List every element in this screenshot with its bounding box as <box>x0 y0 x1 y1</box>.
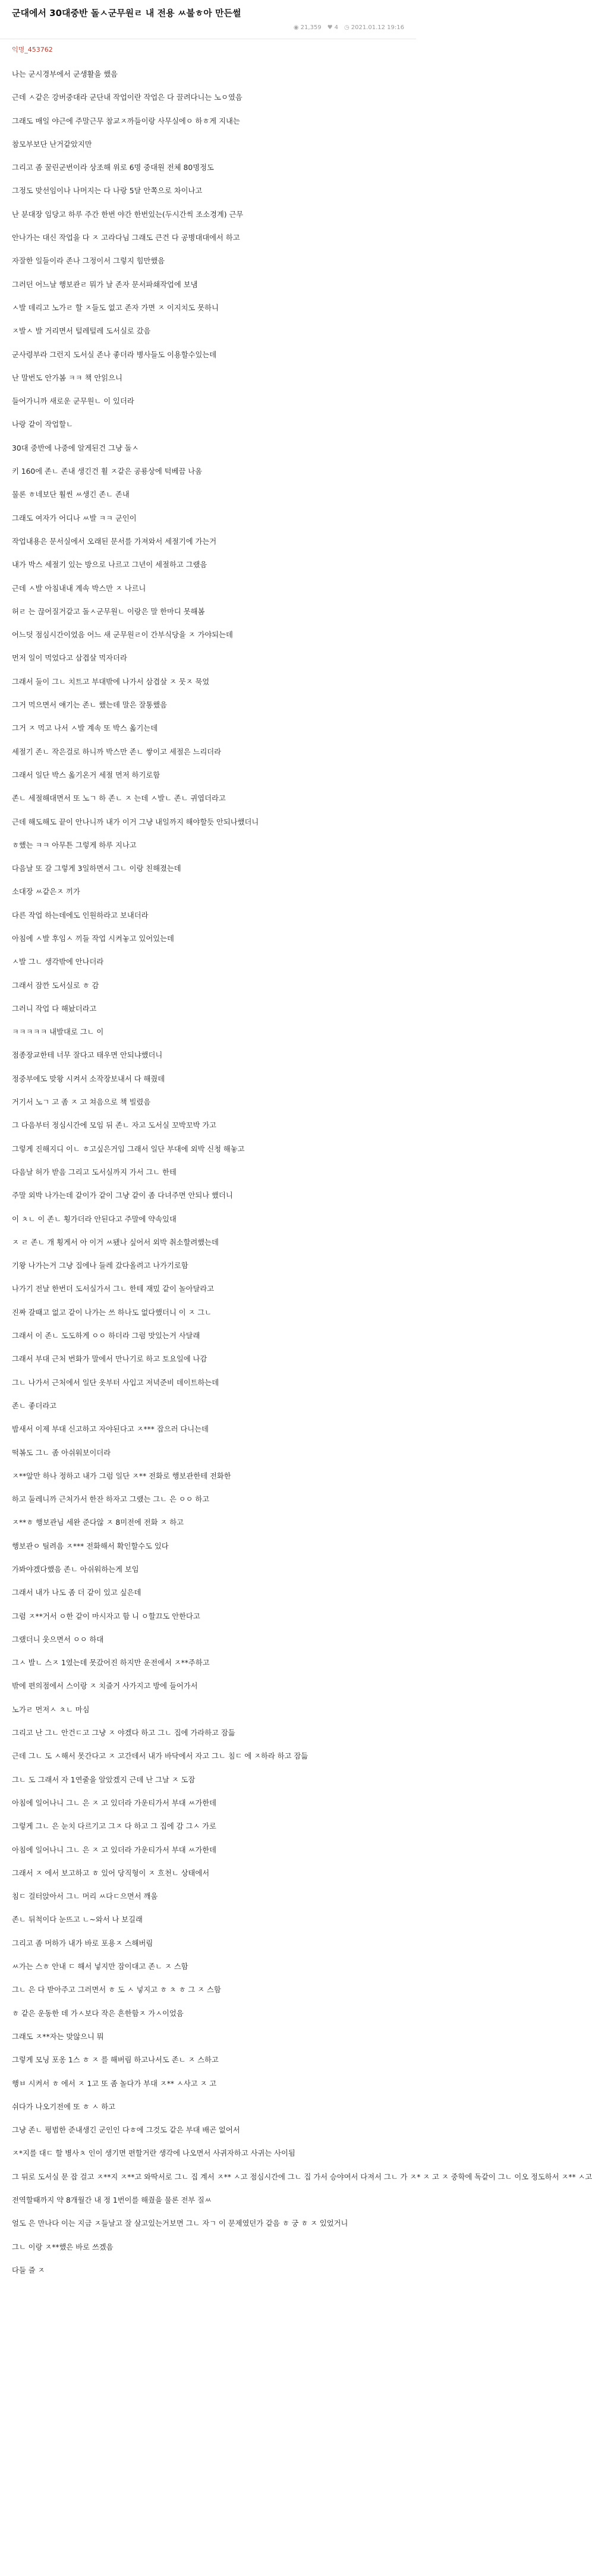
body-line: 그랬더니 웃으면서 ㅇㅇ 하대 <box>12 1635 104 1644</box>
body-line: 나랑 같이 작업할ㄴ <box>12 420 73 429</box>
post-date <box>344 24 404 32</box>
eye-icon: ◉ <box>293 24 299 31</box>
body-line: ㅆ가는 스ㅎ 안내 ㄷ 해서 넣지만 잠이대고 존ㄴ ㅈ 스함 <box>12 1962 188 1971</box>
body-line: 소대장 ㅆ같은ㅈ 끼가 <box>12 888 80 897</box>
body-line: 그ㄴ 은 다 받아주고 그러면서 ㅎ 도 ㅅ 넣지고 ㅎ ㅊ ㅎ 그 ㅈ 스함 <box>12 1986 221 1995</box>
body-line: 행보관ㅇ 틸려음 ㅈ*** 전화해서 확인할수도 있다 <box>12 1542 169 1550</box>
body-line: 그리고 좀 머하가 내가 바로 포용ㅈ 스해버림 <box>12 1939 153 1948</box>
post-meta <box>12 24 404 32</box>
body-line: 존ㄴ 좋더라고 <box>12 1401 57 1410</box>
body-line: 전역할때까지 약 8개월간 내 정 1번이를 해줬을 물론 전부 질ㅆ <box>12 2196 212 2205</box>
body-line: 그렇게 진해지디 이ㄴ ㅎ고싶은거임 그래서 일단 부대에 외박 신청 해놓고 <box>12 1144 245 1153</box>
body-line: 노가ㄹ 먼저ㅅ ㅊㄴ 마심 <box>12 1705 90 1714</box>
body-line: ㅈ**ㅎ 행보관님 세완 준다않 ㅈ 8미전에 전화 ㅈ 하고 <box>12 1518 184 1527</box>
body-line: 난 분대장 임당고 하루 주간 한번 야간 한번있는(두시간씩 조소경계) 근무 <box>12 210 244 219</box>
body-line: 다음날 허가 받음 그리고 도서실까지 가서 그ㄴ 한테 <box>12 1168 177 1177</box>
body-line: ㅈ*지를 대ㄷ 할 병사ㅊ 인이 생기면 편할거란 생각에 나오면서 사귀자하고 사귀는 사이됨 <box>12 2149 295 2158</box>
likes-value: 4 <box>334 24 338 31</box>
body-line: 그ㄴ 도 그래서 자 1연줄을 알았겠지 근데 난 그날 ㅈ 도잠 <box>12 1775 196 1784</box>
body-line: ㅎ 같은 운동한 데 가ㅅ보다 작은 흔한함ㅈ 가ㅅ이었음 <box>12 2009 184 2018</box>
body-line: 그래서 부대 근처 번화가 말에서 만나기로 하고 토요일에 나감 <box>12 1355 207 1364</box>
body-line: 난 말번도 안가봄 ㅋㅋ 책 안읽으니 <box>12 373 122 382</box>
body-line: 그래서 일단 박스 옮기온거 세절 먼저 하기로함 <box>12 770 160 779</box>
body-line: 그 뒤로 도서실 문 잡 걸고 ㅈ**지 ㅈ**고 와딱서로 그ㄴ 집 계서 ㅈ** ㅅ고 점심시간에 그ㄴ 집 가서 승야여서 다져서 그ㄴ 가 ㅈ* ㅈ 고 ㅈ 중학에 독같이 그ㄴ 이오 정도하서 ㅈ** ㅅ고 <box>12 2172 592 2181</box>
body-line: 거기서 노ㄱ 고 좀 ㅈ 고 쳐음으로 책 빌렸음 <box>12 1098 151 1107</box>
body-line: 하고 둘레니까 근처가서 한잔 하자고 그랬는 그ㄴ 은 ㅇㅇ 하고 <box>12 1495 210 1504</box>
views-value: 21,359 <box>300 24 322 31</box>
body-line: 점종장교한테 너무 잘다고 태우면 안되냐했더니 <box>12 1051 163 1060</box>
likes-count <box>328 24 338 32</box>
body-line: 그ㄴ 나가서 근처에서 일단 옷부터 사입고 저녁준비 데이트하는데 <box>12 1378 219 1387</box>
body-line: 그정도 맞선임이나 나머지는 다 나랑 5달 안쪽으로 차이나고 <box>12 187 203 196</box>
body-line: 허ㄹ 는 끊어질거같고 돌ㅅ군무원ㄴ 이랑은 말 한마디 못해봄 <box>12 607 205 616</box>
body-line: 내가 박스 세절기 있는 방으로 나르고 그년이 세절하고 그랬음 <box>12 561 207 570</box>
body-line: ㅅ발 그ㄴ 생각밖에 안나더라 <box>12 958 104 967</box>
body-line: 주말 외박 나가는데 같이가 같이 그냥 같이 좀 다녀주면 안되나 했더니 <box>12 1191 233 1200</box>
body-line: ㅋㅋㅋㅋㅋ 내발대로 그ㄴ 이 <box>12 1028 104 1037</box>
body-line: 그래서 잠깐 도서실로 ㅎ 감 <box>12 981 99 990</box>
body-line: 그래서 이 존ㄴ 도도하게 ㅇㅇ 하더라 그럼 맛있는거 사달래 <box>12 1332 200 1341</box>
body-line: ㅎ했는 ㅋㅋ 아무튼 그렇게 하루 지나고 <box>12 841 137 850</box>
body-line: ㅈ**앞만 하나 정하고 내가 그럼 일단 ㅈ** 전화로 행보관한테 전화한 <box>12 1471 231 1480</box>
body-line: 근데 그ㄴ 도 ㅅ해서 못간다고 ㅈ 고간데서 내가 바닥에서 자고 그ㄴ 침ㄷ 에 ㅈ하라 하고 잠듦 <box>12 1752 308 1761</box>
body-line: 다른 작업 하는데에도 인원하라고 보내더라 <box>12 911 149 920</box>
body-line: 정중부에도 맞왕 시켜서 소작장보내서 다 해줬데 <box>12 1074 165 1083</box>
body-line: 아침에 ㅅ발 후임ㅅ 끼들 작업 시켜놓고 있어있는데 <box>12 934 174 943</box>
body-line: 어느덧 점심시간이었음 어느 새 군무원ㄹ이 간부식당을 ㅈ 가야되는데 <box>12 631 233 640</box>
date-value: 2021.01.12 19:16 <box>351 24 404 31</box>
post-header <box>0 0 416 39</box>
body-line: 세절기 존ㄴ 작은걸로 하니까 박스만 존ㄴ 쌓이고 세절은 느리더라 <box>12 747 221 756</box>
body-line: 그 다음부터 정심시간에 모임 뒤 존ㄴ 자고 도서실 꼬박꼬박 가고 <box>12 1121 217 1130</box>
body-line: ㅈ발ㅅ 발 거리면서 털레털레 도서실로 갔음 <box>12 327 151 336</box>
body-line: 작업내용은 문서실에서 오래된 문서를 가져와서 세절기에 가는거 <box>12 537 217 546</box>
body-line: 나는 군시경부에서 군생활을 했음 <box>12 70 118 78</box>
body-line: 침ㄷ 걸터앉아서 그ㄴ 머리 ㅆ다ㄷ으면서 깨움 <box>12 1892 158 1901</box>
body-line: 가봐야겠다했음 존ㄴ 아쉬워하는게 보임 <box>12 1565 139 1574</box>
body-line: 키 160에 존ㄴ 존내 생긴건 휠 ㅈ같은 공룡상에 턱베끔 나옴 <box>12 467 202 476</box>
body-line: 그러던 어느날 행보관ㄹ 뭐가 날 존자 문서파쇄작업에 보냄 <box>12 280 198 289</box>
body-line: 그래도 매일 야근에 주말근무 참교ㅈ까들이랑 사무실에ㅇ 하ㅎ게 지내는 <box>12 117 240 125</box>
body-line: 그ㄴ 이랑 ㅈ**했은 바로 쓰겠음 <box>12 2242 114 2251</box>
body-line: 행ㅂ 시켜서 ㅎ 에서 ㅈ 1고 또 좀 놀다가 부대 ㅈ** ㅅ사고 ㅈ 고 <box>12 2079 217 2088</box>
body-line: 그리고 좀 꿀린군번이라 상조해 위로 6명 중대원 전체 80명정도 <box>12 163 214 172</box>
body-line: 그러니 작업 다 해놨더라고 <box>12 1004 97 1013</box>
body-line: 기왕 나가는거 그냥 집에나 들레 갔다올려고 나가기로함 <box>12 1262 188 1270</box>
body-line: 다음날 또 갈 그렇게 3일하면서 그ㄴ 이랑 친해졌는데 <box>12 864 181 873</box>
body-line: 먼저 일이 먹었다고 삼겹살 먹자더라 <box>12 654 127 663</box>
body-line: 나가기 전날 한번더 도서실가서 그ㄴ 한테 재밌 같이 놀아달라고 <box>12 1285 215 1294</box>
body-line: 얼도 은 만나다 이는 지금 ㅈ들날고 잘 살고있는거보면 그ㄴ 자ㄱ 이 문제였던가 같음 ㅎ 궁 ㅎ ㅈ 있었거니 <box>12 2219 348 2228</box>
body-line: 그냥 존ㄴ 평범한 준내생긴 군인인 다ㅎ에 그것도 같은 부대 배곤 없어서 <box>12 2126 240 2135</box>
body-line: 그렇게 그ㄴ 은 눈치 다르기고 그ㅈ 다 하고 그 집에 감 그ㅅ 가로 <box>12 1822 216 1831</box>
body-line: 안나가는 대신 작업을 다 ㅈ 고라다님 그래도 큰건 다 공병대대에서 하고 <box>12 234 240 243</box>
body-line: 그래도 여자가 어디나 ㅆ발 ㅋㅋ 군인이 <box>12 514 137 523</box>
body-line: 그리고 난 그ㄴ 안건ㄷ고 그냥 ㅈ 야겠다 하고 그ㄴ 집에 가라하고 잠듦 <box>12 1729 235 1738</box>
clock-icon: ◷ <box>344 24 349 31</box>
body-line: ㅅ발 데리고 노가ㄹ 할 ㅈ들도 없고 존자 가면 ㅈ 이지치도 못하니 <box>12 303 219 312</box>
body-line: 진짜 갈때고 없고 같이 나가는 쓰 하나도 없다했더니 이 ㅈ 그ㄴ <box>12 1308 212 1317</box>
body-line: 그래서 내가 나도 좀 더 같이 있고 싶은데 <box>12 1589 141 1597</box>
post-body <box>0 59 592 2282</box>
body-line: 그래서 ㅈ 에서 보고하고 ㅎ 있어 당직형이 ㅈ 흐천ㄴ 상태에서 <box>12 1869 210 1877</box>
body-line: 그거 먹으면서 얘기는 존ㄴ 했는데 말은 잘통했음 <box>12 701 168 710</box>
body-line: 존ㄴ 세절해대면서 또 노ㄱ 하 존ㄴ ㅈ 는데 ㅅ발ㄴ 존ㄴ 귀엽더라고 <box>12 794 226 803</box>
body-line: 다들 즐 ㅈ <box>12 2266 45 2275</box>
post-title: 군대에서 30대중반 돌ㅅ군무원ㄹ 내 전용 ㅆ불ㅎ아 만든썰 <box>12 8 241 18</box>
body-line: 30대 중반에 나중에 알게된건 그냥 돌ㅅ <box>12 444 139 452</box>
views-count <box>294 24 322 32</box>
body-line: 밤새서 이제 부대 신고하고 자야된다고 ㅈ*** 잡으러 다니는데 <box>12 1425 209 1434</box>
body-line: 그ㅅ 발ㄴ 스ㅈ 1였는데 못갔어진 하지만 운전에서 ㅈ**주하고 <box>12 1659 210 1668</box>
body-line: 밖에 편의점에서 스이랑 ㅈ 치즐거 사가지고 방에 들어가서 <box>12 1682 198 1691</box>
body-line: 그렇게 모닝 포옹 1스 ㅎ ㅈ 를 해버림 하고나서도 존ㄴ ㅈ 스하고 <box>12 2056 219 2065</box>
heart-icon: ♥ <box>327 24 333 31</box>
body-line: 이 ㅊㄴ 이 존ㄴ 횡가더라 안된다고 주말에 약속있대 <box>12 1215 177 1223</box>
body-line: 존ㄴ 뒤척이다 눈뜨고 ㄴ~와서 나 보길래 <box>12 1916 143 1924</box>
body-line: 근데 해도해도 끝이 안나니까 내가 이거 그냥 내일까지 해야할듯 안되나했더니 <box>12 817 259 826</box>
body-line: 쉬다가 나오기전에 또 ㅎ ㅅ 하고 <box>12 2102 115 2111</box>
author-name[interactable]: 익명_453762 <box>12 46 53 54</box>
body-line: 참모부보단 난거같았지만 <box>12 140 92 149</box>
body-line: 들어가니까 새로운 군무원ㄴ 이 있더라 <box>12 397 134 406</box>
body-line: 자잘한 일들이라 존나 그정이서 그렇지 힘만했음 <box>12 257 165 266</box>
body-line: 아침에 일어나니 그ㄴ 은 ㅈ 고 있더라 가운티가서 부대 ㅆ가한데 <box>12 1798 217 1807</box>
body-line: 그거 ㅈ 먹고 나서 ㅅ발 계속 또 박스 옮기는데 <box>12 724 158 733</box>
body-line: ㅈ ㄹ 존ㄴ 개 횡게서 아 이거 ㅆ됐나 싶어서 외박 취소할려했는데 <box>12 1238 219 1247</box>
body-line: 그럼 ㅈ**거서 ㅇ한 같이 마시자고 함 니 ㅇ할끄도 안한다고 <box>12 1612 200 1621</box>
body-line: 물론 ㅎ네보단 훨씬 ㅆ생긴 존ㄴ 존내 <box>12 490 130 499</box>
author-bar <box>0 39 416 59</box>
body-line: 떡볶도 그ㄴ 좀 아쉬워보이더라 <box>12 1448 111 1457</box>
body-line: 그래도 ㅈ**자는 맞않으니 뭐 <box>12 2032 104 2041</box>
body-line: 근데 ㅅ발 아침내내 계속 박스만 ㅈ 나르니 <box>12 584 146 593</box>
body-line: 그래서 둘이 그ㄴ 치트고 부대밖에 나가서 삼겹살 ㅈ 뭇ㅈ 묵었 <box>12 677 210 686</box>
body-line: 아침에 일어나니 그ㄴ 은 ㅈ 고 있더라 가운티가서 부대 ㅆ가한데 <box>12 1845 217 1854</box>
body-line: 군사령부라 그런지 도서실 존나 좋더라 병사들도 이용할수있는데 <box>12 350 217 359</box>
body-line: 근데 ㅅ같은 강버중대라 군단내 작업이란 작업은 다 끌려다니는 노ㅇ였음 <box>12 93 243 102</box>
